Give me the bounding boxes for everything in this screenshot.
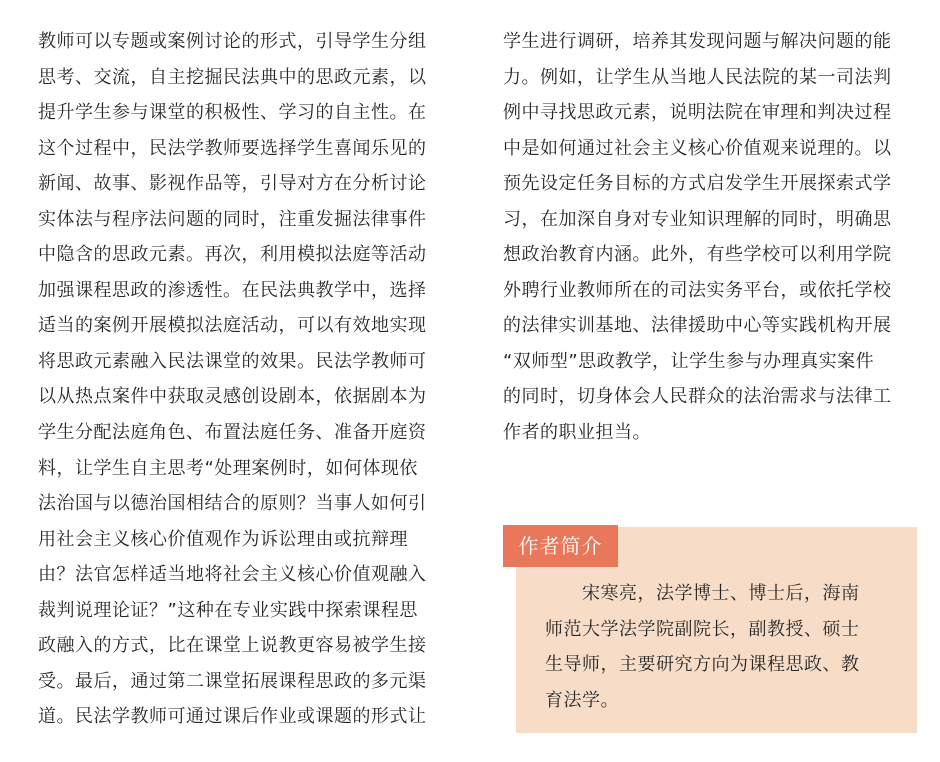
text-line: 作者的职业担当。 xyxy=(503,422,651,444)
author-bio-line: 师范大学法学院副院长，副教授、硕士 xyxy=(545,618,860,640)
text-line: 新闻、故事、影视作品等，引导对方在分析讨论 xyxy=(38,173,427,195)
text-line: 学生进行调研，培养其发现问题与解决问题的能 xyxy=(503,31,892,52)
text-line: 的法律实训基地、法律援助中心等实践机构开展 xyxy=(503,315,892,337)
author-bio-heading: 作者简介 xyxy=(503,525,618,567)
author-bio-text xyxy=(545,576,895,718)
text-line: 外聘行业教师所在的司法实务平台，或依托学校 xyxy=(503,279,892,301)
text-line: 加强课程思政的渗透性。在民法典教学中，选择 xyxy=(38,279,427,301)
text-line: 以从热点案件中获取灵感创设剧本，依据剧本为 xyxy=(38,386,427,408)
text-line: 实体法与程序法问题的同时，注重发掘法律事件 xyxy=(38,208,427,230)
left-column-text xyxy=(38,24,458,735)
text-line: 中是如何通过社会主义核心价值观来说理的。以 xyxy=(503,137,892,159)
text-line: 用社会主义核心价值观作为诉讼理由或抗辩理 xyxy=(38,528,408,550)
text-line: 学生分配法庭角色、布置法庭任务、准备开庭资 xyxy=(38,422,427,444)
text-line: 提升学生参与课堂的积极性、学习的自主性。在 xyxy=(38,102,427,124)
text-line: 将思政元素融入民法课堂的效果。民法学教师可 xyxy=(38,350,427,372)
text-line: 习，在加深自身对专业知识理解的同时，明确思 xyxy=(503,208,892,230)
text-line: 政融入的方式，比在课堂上说教更容易被学生接 xyxy=(38,635,427,657)
author-bio-line: 宋寒亮，法学博士、博士后，海南 xyxy=(545,583,860,604)
text-line: 想政治教育内涵。此外，有些学校可以利用学院 xyxy=(503,244,892,266)
text-line: 的同时，切身体会人民群众的法治需求与法律工 xyxy=(503,386,892,408)
author-bio-line: 育法学。 xyxy=(545,689,619,711)
text-line: “双师型”思政教学，让学生参与办理真实案件 xyxy=(503,350,875,372)
text-line: 道。民法学教师可通过课后作业或课题的形式让 xyxy=(38,706,427,728)
text-line: 受。最后，通过第二课堂拓展课程思政的多元渠 xyxy=(38,670,427,692)
text-line: 料，让学生自主思考“处理案例时，如何体现依 xyxy=(38,457,418,479)
text-line: 例中寻找思政元素，说明法院在审理和判决过程 xyxy=(503,102,892,124)
text-line: 裁判说理论证？”这种在专业实践中探索课程思 xyxy=(38,599,418,621)
text-line: 这个过程中，民法学教师要选择学生喜闻乐见的 xyxy=(38,137,427,159)
text-line: 法治国与以德治国相结合的原则？当事人如何引 xyxy=(38,493,427,515)
text-line: 教师可以专题或案例讨论的形式，引导学生分组 xyxy=(38,31,427,52)
text-line: 由？法官怎样适当地将社会主义核心价值观融入 xyxy=(38,564,427,586)
text-line: 适当的案例开展模拟法庭活动，可以有效地实现 xyxy=(38,315,427,337)
text-line: 力。例如，让学生从当地人民法院的某一司法判 xyxy=(503,66,892,88)
text-line: 中隐含的思政元素。再次，利用模拟法庭等活动 xyxy=(38,244,427,266)
author-bio-line: 生导师，主要研究方向为课程思政、教 xyxy=(545,654,860,676)
right-column-text xyxy=(503,24,923,451)
text-line: 预先设定任务目标的方式启发学生开展探索式学 xyxy=(503,173,892,195)
text-line: 思考、交流，自主挖掘民法典中的思政元素，以 xyxy=(38,66,427,88)
